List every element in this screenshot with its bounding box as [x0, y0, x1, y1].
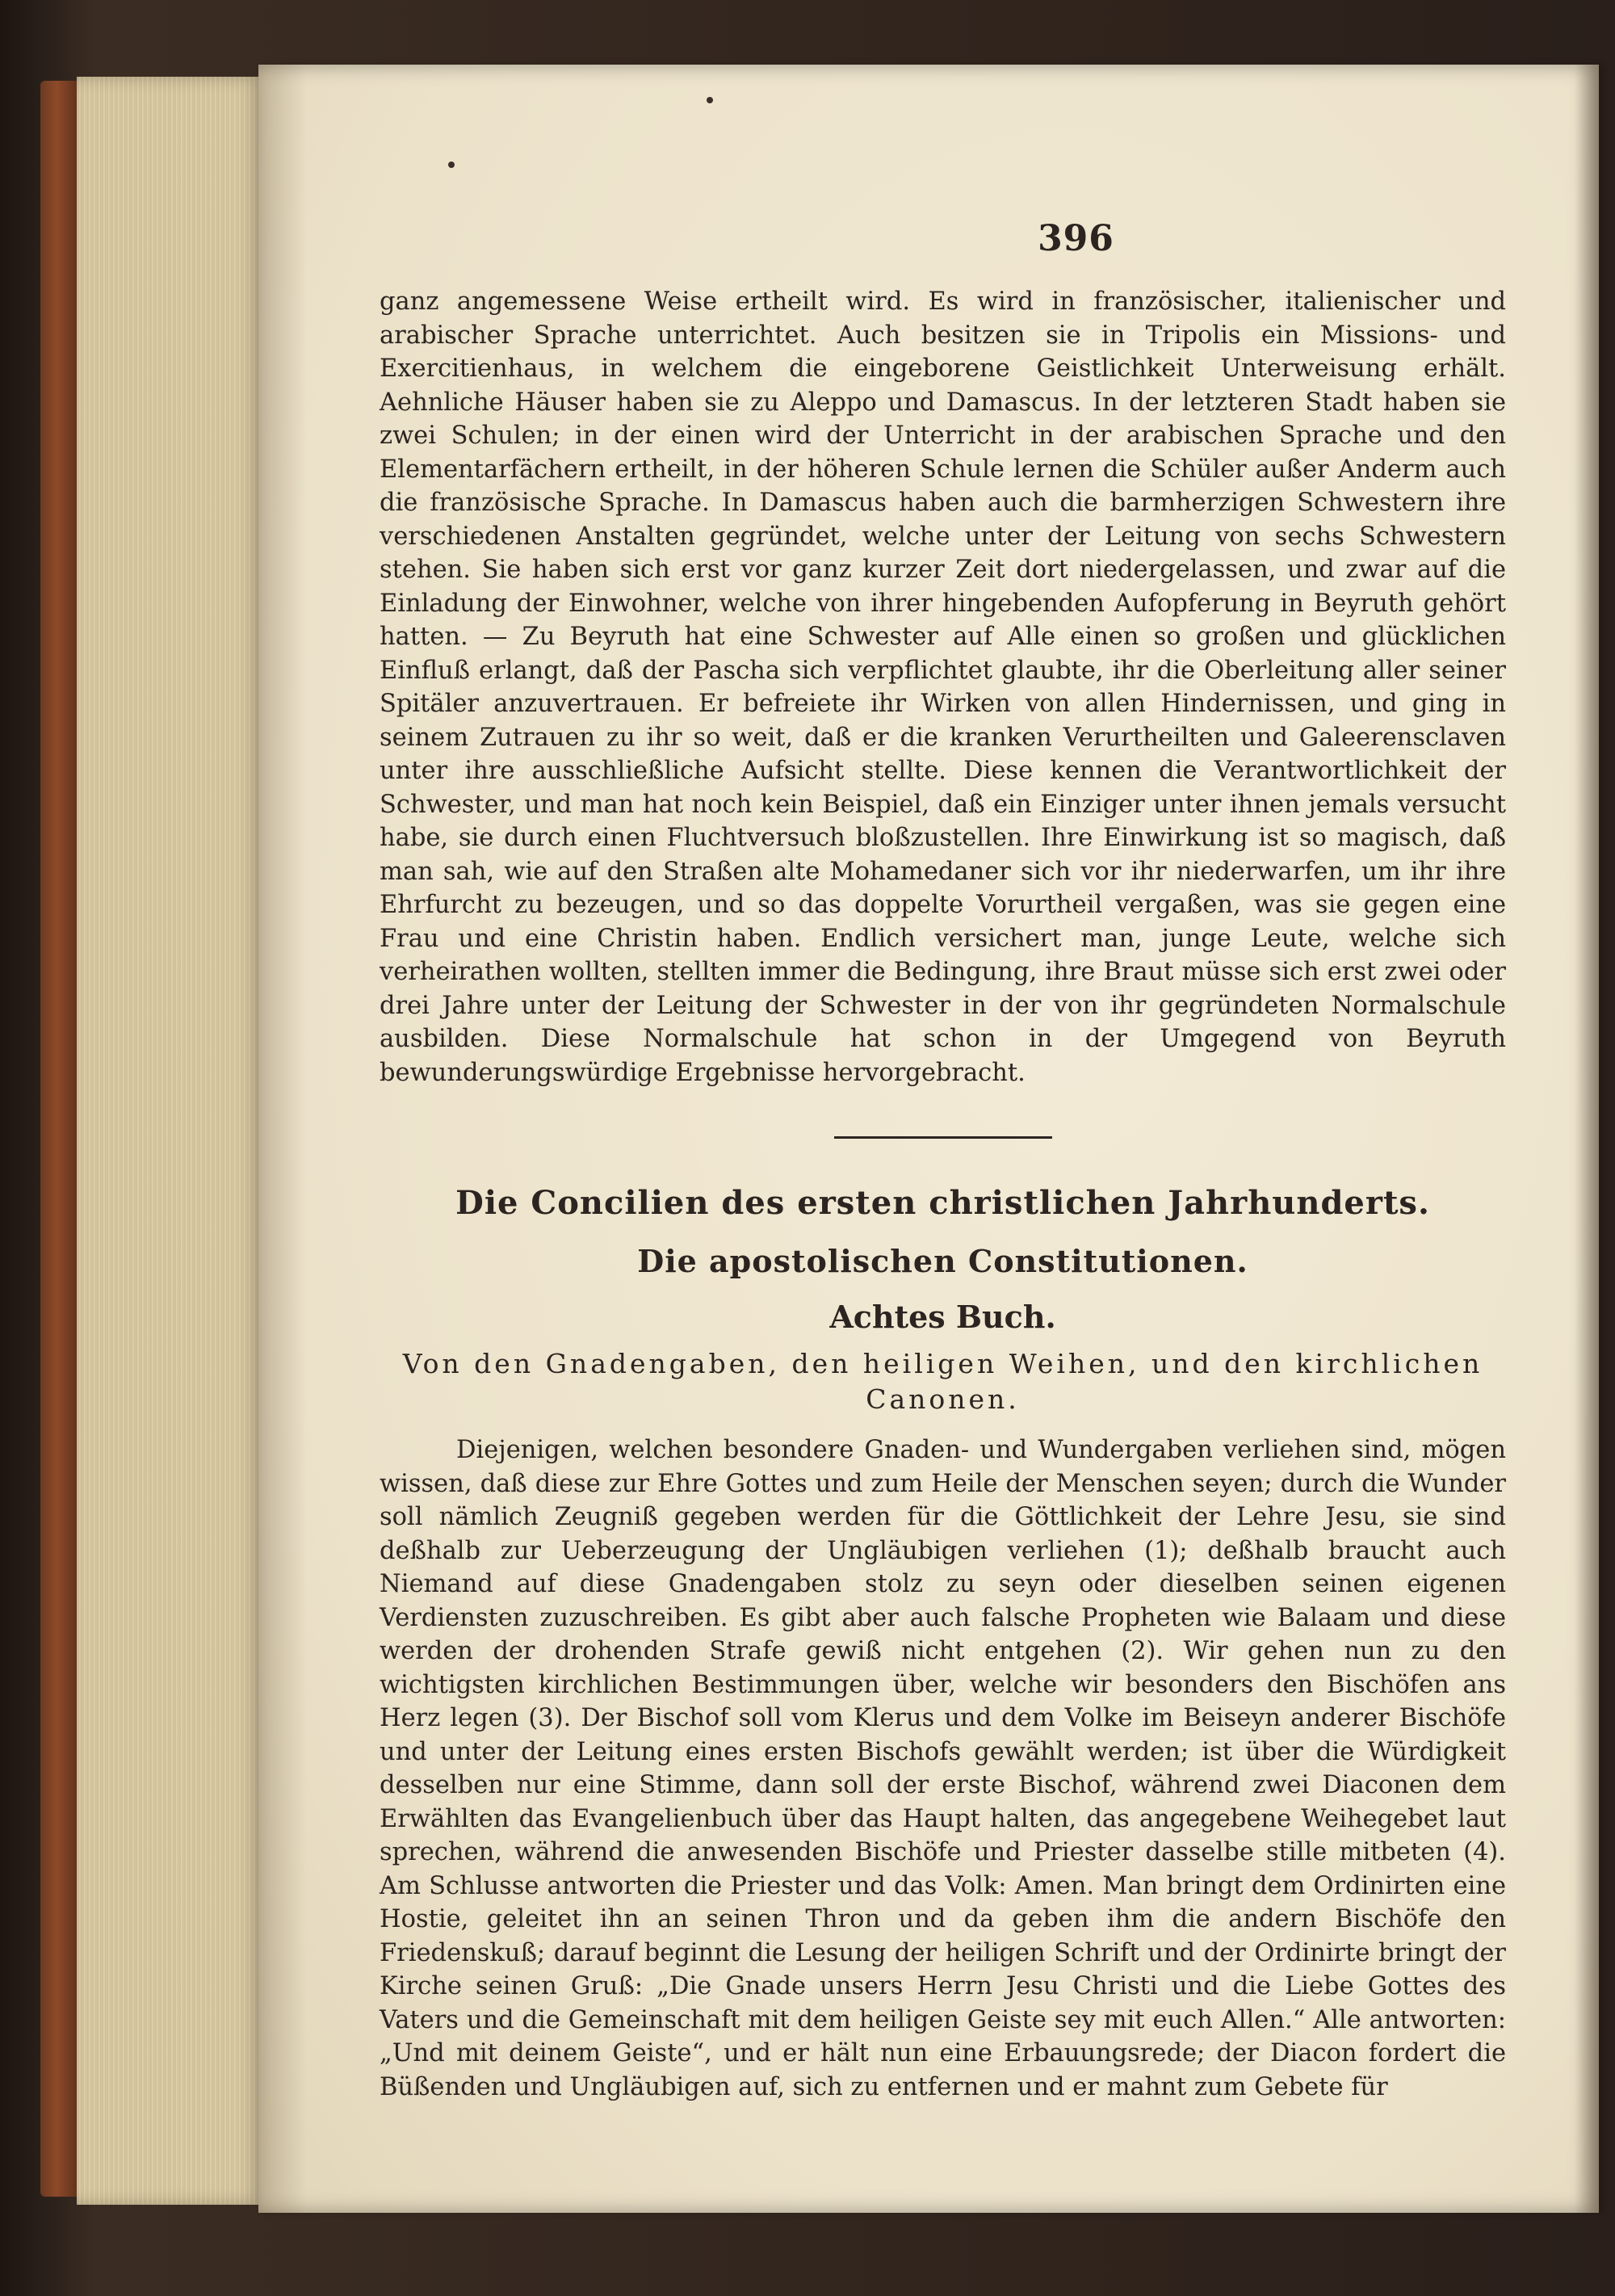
gutter-shadow: [258, 65, 307, 2213]
section-divider: [834, 1136, 1052, 1139]
chapter-heading: Die Concilien des ersten christlichen Jahrhunderts.: [455, 1184, 1430, 1222]
ink-speck: [707, 97, 713, 103]
book-cover-edge: [40, 81, 81, 2197]
body-paragraph-top: ganz angemessene Weise ertheilt wird. Es wird in französischer, italienischer und arabischer Sprache unterrichtet. Auch besitzen sie in Tripolis ein Missions- und Exercitienhaus, in welchem die eingeborene Geistlichkeit Unterweisung erhält. Aehnliche Häuser haben sie zu Aleppo und Damascus. In der letzteren Stadt haben sie zwei Schulen; in der einen wird der Unterricht in der arabischen Sprache und den Elementarfächern ertheilt, in der höheren Schule lernen die Schüler außer Anderm auch die französische Sprache. In Damascus haben auch die barmherzigen Schwestern ihre verschiedenen Anstalten gegründet, welche unter der Leitung von sechs Schwestern stehen. Sie haben sich erst vor ganz kurzer Zeit dort niedergelassen, und zwar auf die Einladung der Einwohner, welche von ihrer hingebenden Aufopferung in Beyruth gehört hatten. — Zu Beyruth hat eine Schwester auf Alle einen so großen und glücklichen Einfluß erlangt, daß der Pascha sich verpflichtet glaubte, ihr die Oberleitung aller seiner Spitäler anzuvertrauen. Er befreiete ihr Wirken von allen Hindernissen, und ging in seinem Zutrauen zu ihr so weit, daß er die kranken Verurtheilten und Galeerensclaven unter ihre ausschließliche Aufsicht stellte. Diese kennen die Verantwortlichkeit der Schwester, und man hat noch kein Beispiel, daß ein Einziger unter ihnen jemals versucht habe, sie durch einen Fluchtversuch bloßzustellen. Ihre Einwirkung ist so magisch, daß man sah, wie auf den Straßen alte Mohamedaner sich vor ihr niederwarfen, um ihr ihre Ehrfurcht zu bezeugen, und so das doppelte Vorurtheil vergaßen, was sie gegen eine Frau und eine Christin haben. Endlich versichert man, junge Leute, welche sich verheirathen wollten, stellten immer die Bedingung, ihre Braut müsse sich erst zwei oder drei Jahre unter der Leitung der Schwester in der von ihr gegründeten Normalschule ausbilden. Diese Normalschule hat schon in der Umgegend von Beyruth bewunderungswürdige Ergebnisse hervorgebracht.: [380, 288, 1506, 1087]
book-page-edges: [77, 77, 262, 2205]
section-heading: Die apostolischen Constitutionen.: [637, 1243, 1248, 1279]
body-paragraph-bottom: Diejenigen, welchen besondere Gnaden- und Wundergaben verliehen sind, mögen wissen, daß diese zur Ehre Gottes und zum Heile der Menschen seyen; durch die Wunder soll nämlich Zeugniß gegeben werden für die Göttlichkeit der Lehre Jesu, sie sind deßhalb zur Ueberzeugung der Ungläubigen verliehen (1); deßhalb braucht auch Niemand auf diese Gnadengaben stolz zu seyn oder dieselben seinen eigenen Verdiensten zuzuschreiben. Es gibt aber auch falsche Propheten wie Balaam und diese werden der drohenden Strafe gewiß nicht entgehen (2). Wir gehen nun zu den wichtigsten kirchlichen Bestimmungen über, welche wir besonders den Bischöfen ans Herz legen (3). Der Bischof soll vom Klerus und dem Volke im Beiseyn anderer Bischöfe und unter der Leitung eines ersten Bischofs gewählt werden; ist über die Würdigkeit desselben nur eine Stimme, dann soll der erste Bischof, während zwei Diaconen dem Erwählten das Evangelienbuch über das Haupt halten, das angegebene Weihegebet laut sprechen, während die anwesenden Bischöfe und Priester dasselbe stille mitbeten (4). Am Schlusse antworten die Priester und das Volk: Amen. Man bringt dem Ordinirten eine Hostie, geleitet ihn an seinen Thron und da geben ihm die andern Bischöfe den Friedenskuß; darauf beginnt die Lesung der heiligen Schrift und der Ordinirte bringt der Kirche seinen Gruß: „Die Gnade unsers Herrn Jesu Christi und die Liebe Gottes des Vaters und die Gemeinschaft mit dem heiligen Geiste sey mit euch Allen.“ Alle antworten: „Und mit deinem Geiste“, und er hält nun eine Erbauungsrede; der Diacon fordert die Büßenden und Ungläubigen auf, sich zu entfernen und er mahnt zum Gebete für: [380, 1436, 1506, 2101]
right-fold-shadow: [1575, 65, 1599, 2213]
page-number: 396: [1038, 218, 1114, 259]
book-page: [258, 65, 1599, 2213]
ink-speck: [448, 162, 455, 168]
book-heading: Achtes Buch.: [829, 1299, 1056, 1335]
page-content: [380, 218, 1506, 2104]
book-subtitle: Von den Gnadengaben, den heiligen Weihen, und den kirchlichen Canonen.: [402, 1348, 1483, 1415]
